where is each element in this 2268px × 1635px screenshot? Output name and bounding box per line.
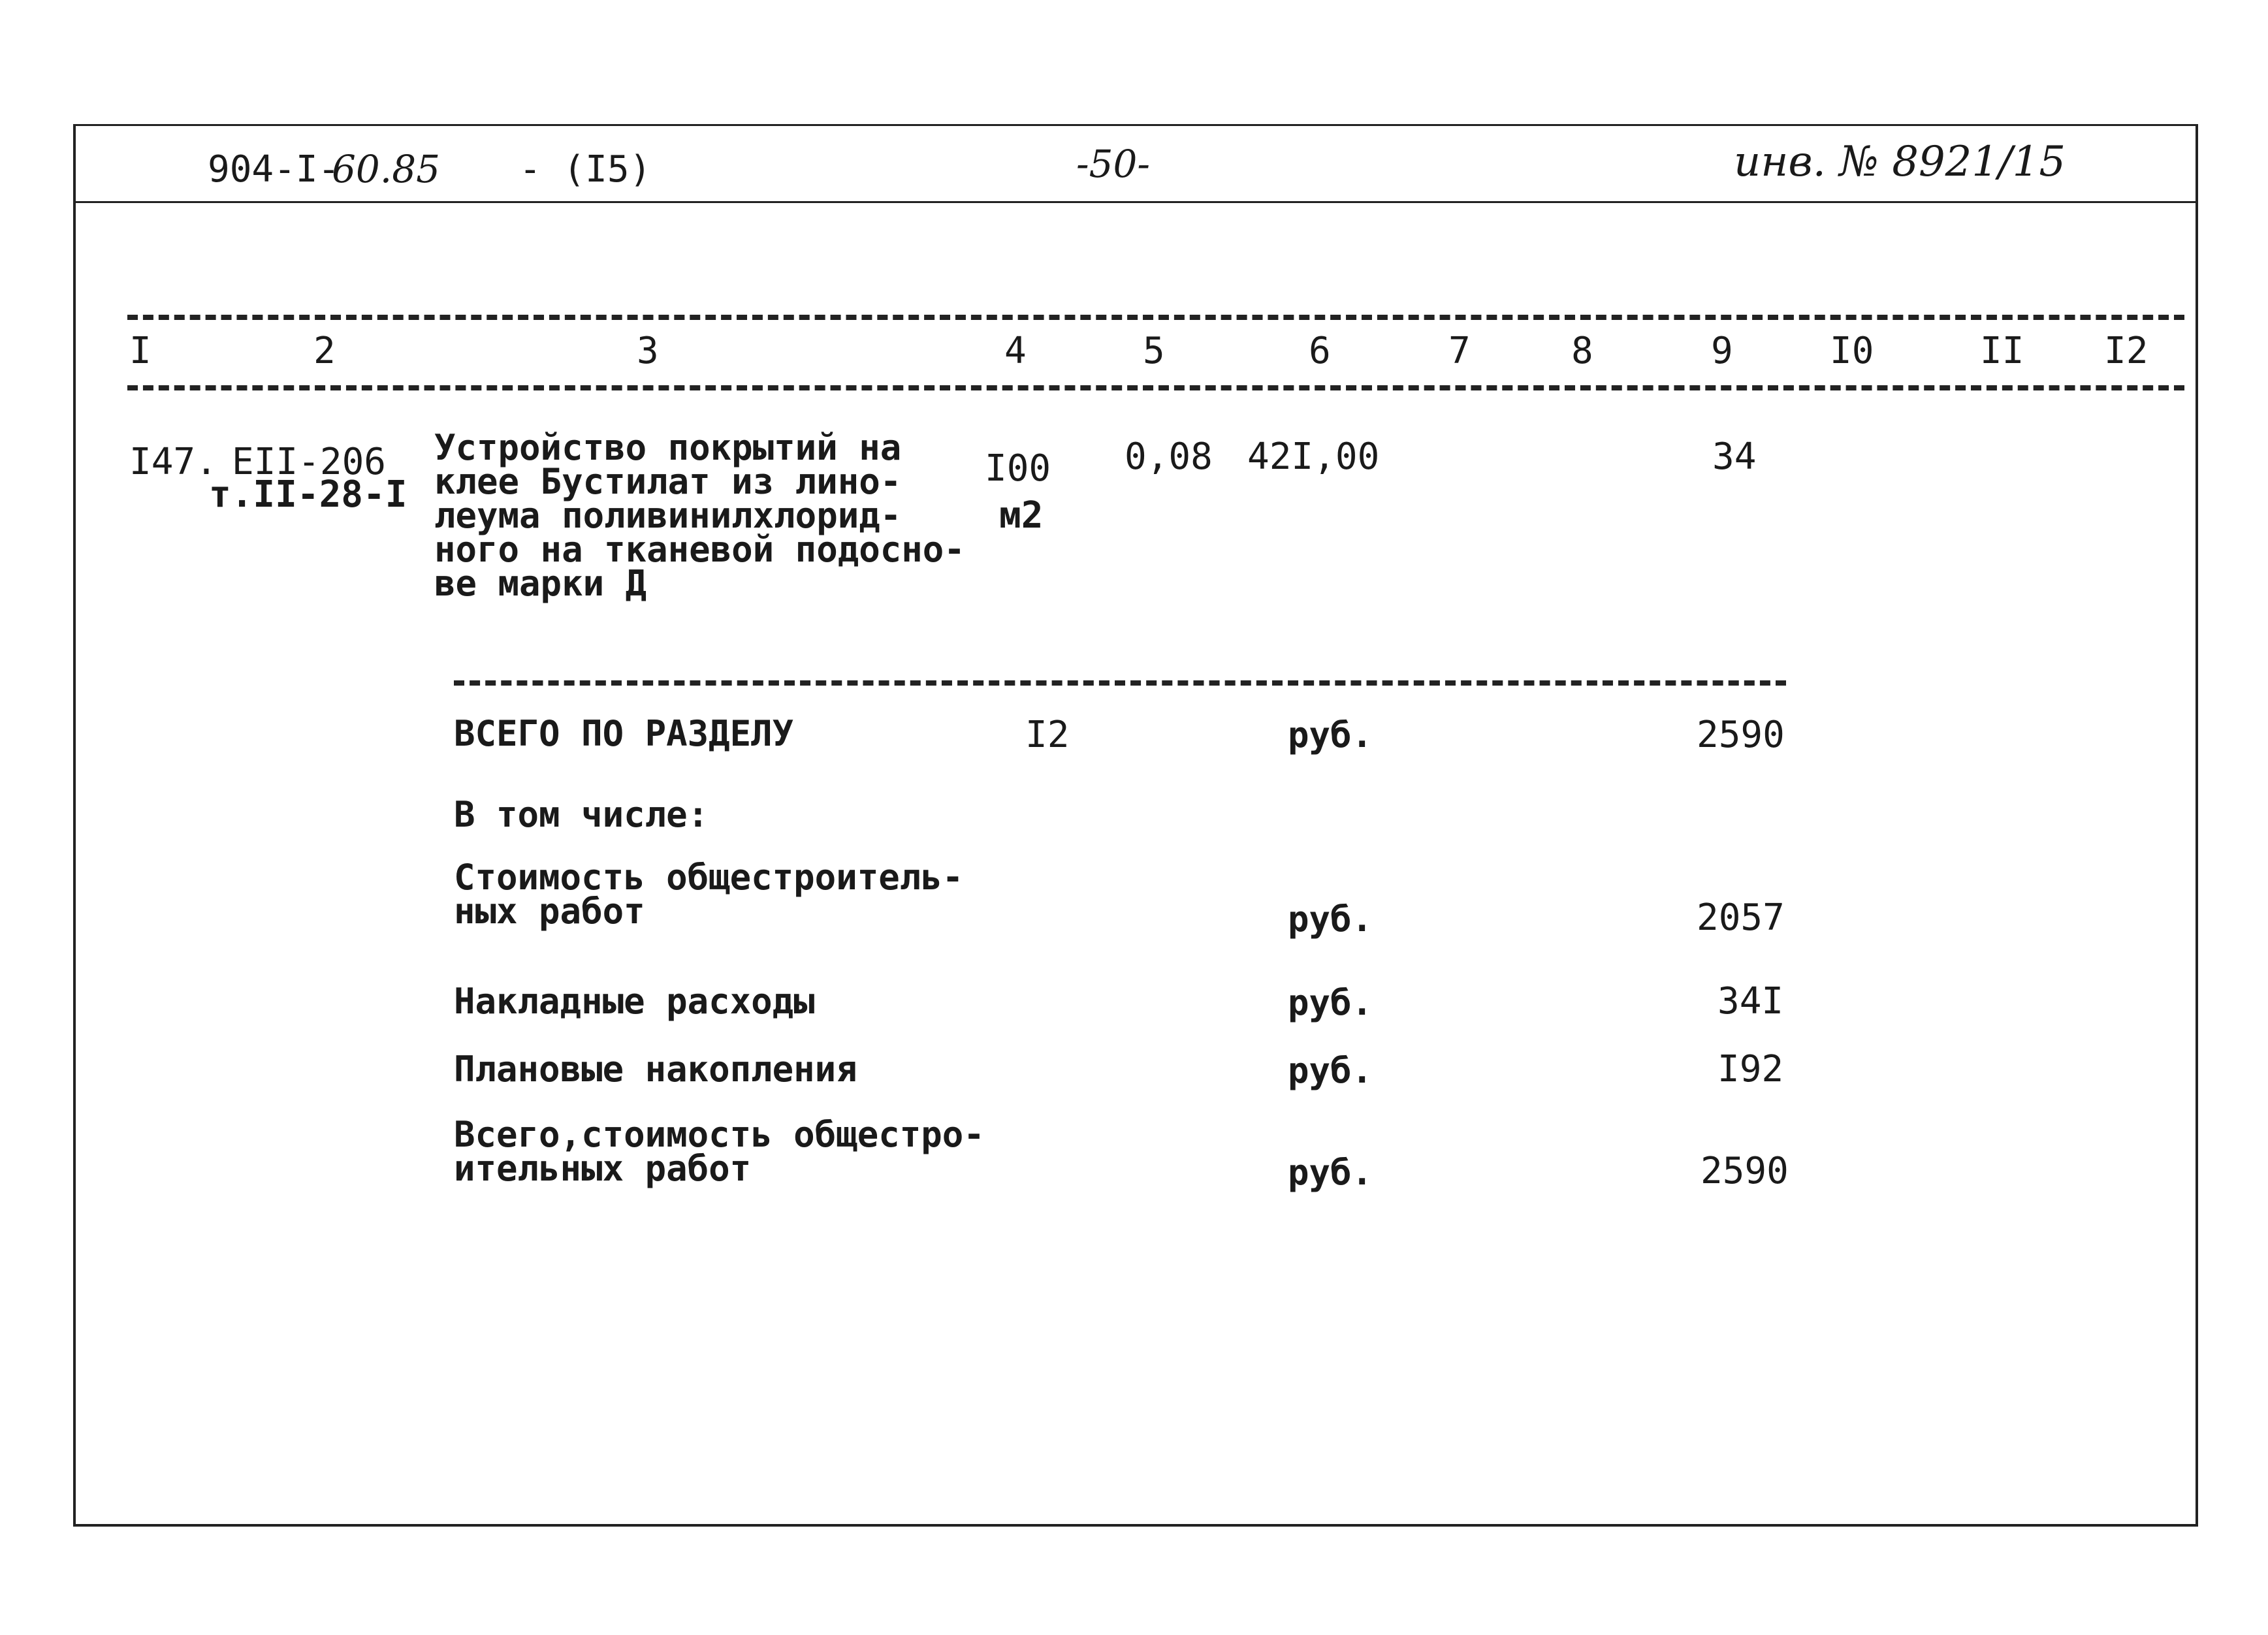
row-description: Устройство покрытий на клее Бустилат из лино- леума поливинилхлорид- ного на тканевой подосно- ве марки Д xyxy=(434,427,965,604)
including-label: В том числе: xyxy=(454,794,709,835)
row-total: 34 xyxy=(1712,436,1757,478)
doc-code-handwritten: 60.85 xyxy=(332,147,441,191)
summary-item-unit: руб. xyxy=(1288,1152,1373,1193)
col-3: 3 xyxy=(637,330,659,372)
summary-item-label: Плановые накопления xyxy=(454,1049,857,1090)
col-1: I xyxy=(129,330,152,372)
row-unit-quantity: I00 xyxy=(985,447,1051,490)
page-frame xyxy=(73,124,2198,1527)
row-quantity: 0,08 xyxy=(1125,436,1213,478)
summary-item-label: Стоимость общестроитель- ных работ xyxy=(454,857,964,932)
section-total-count: I2 xyxy=(1025,714,1070,756)
col-9: 9 xyxy=(1711,330,1733,372)
col-8: 8 xyxy=(1571,330,1593,372)
row-code-line2: т.II-28-I xyxy=(209,473,407,516)
col-11: II xyxy=(1980,330,2024,372)
doc-suffix: - (I5) xyxy=(519,148,652,191)
section-total-label: ВСЕГО ПО РАЗДЕЛУ xyxy=(454,713,794,754)
col-12: I2 xyxy=(2104,330,2148,372)
row-number: I47. xyxy=(129,441,217,483)
col-4: 4 xyxy=(1004,330,1027,372)
summary-item-unit: руб. xyxy=(1288,1050,1373,1091)
row-code-line1: EII-206 xyxy=(232,441,387,483)
summary-rule xyxy=(454,680,1786,686)
column-header-bottom-rule xyxy=(127,385,2184,390)
summary-item-value: I92 xyxy=(1717,1048,1784,1090)
summary-item-value: 2057 xyxy=(1697,897,1785,939)
row-unit: м2 xyxy=(999,494,1044,537)
summary-item-unit: руб. xyxy=(1288,982,1373,1023)
col-7: 7 xyxy=(1448,330,1471,372)
section-total-unit: руб. xyxy=(1288,714,1373,755)
col-10: I0 xyxy=(1830,330,1874,372)
row-price: 42I,00 xyxy=(1247,436,1380,478)
section-total-value: 2590 xyxy=(1697,714,1785,756)
header-divider xyxy=(76,201,2196,203)
page-number: -50- xyxy=(1076,142,1150,186)
col-6: 6 xyxy=(1309,330,1331,372)
summary-item-value: 34I xyxy=(1717,980,1784,1023)
summary-item-unit: руб. xyxy=(1288,898,1373,940)
column-header-top-rule xyxy=(127,315,2184,320)
col-5: 5 xyxy=(1143,330,1165,372)
doc-code: 904-I- xyxy=(208,148,340,191)
summary-item-label: Всего,стоимость общестро- ительных работ xyxy=(454,1114,985,1189)
summary-item-value: 2590 xyxy=(1701,1150,1789,1192)
col-2: 2 xyxy=(313,330,336,372)
inventory-number: инв. № 8921/15 xyxy=(1734,138,2066,186)
summary-item-label: Накладные расходы xyxy=(454,981,815,1022)
